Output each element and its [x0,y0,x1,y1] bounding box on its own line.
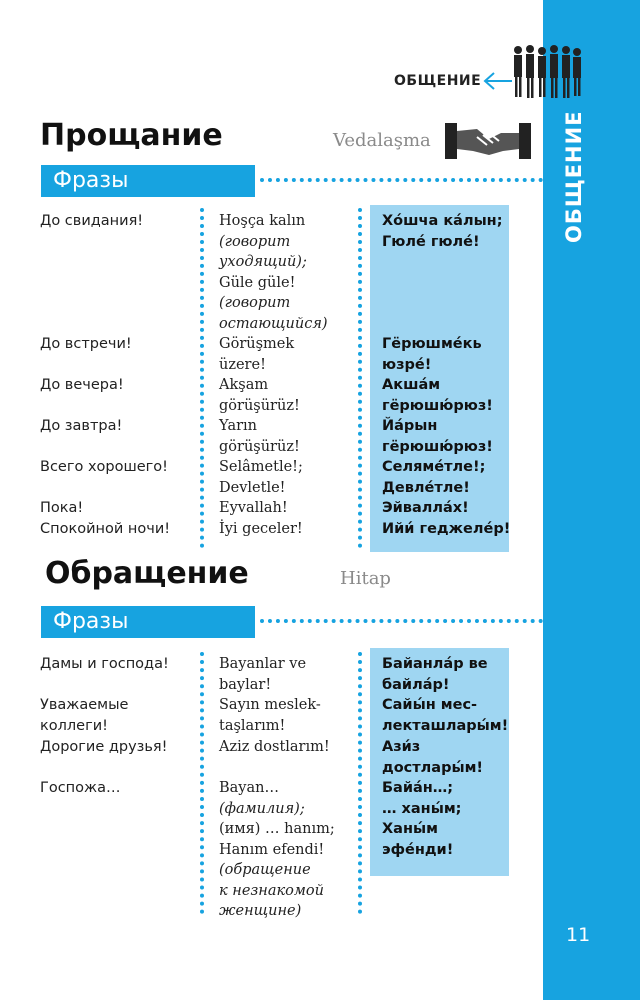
russian-phrase: До вечера! [40,377,124,393]
dotted-divider [260,178,543,182]
page-number: 11 [566,924,591,946]
transcription: Гюлé гюлé! [382,234,480,250]
section-title-address: Обращение [45,556,249,591]
turkish-phrase: Bayanlar ve [219,656,307,672]
turkish-phrase: İyi geceler! [219,521,303,537]
transcription: Акшáм [382,377,441,393]
russian-phrase: Спокойной ночи! [40,521,171,537]
dotted-divider [260,619,543,623]
transcription: гёрюшю́рюз! [382,439,493,455]
dotted-column-divider [358,652,362,914]
turkish-phrase-note: к незнакомой [219,883,324,899]
turkish-phrase: (имя) … hanım; [219,821,335,837]
turkish-phrase-note: (говорит [219,295,291,311]
russian-phrase: коллеги! [40,718,108,734]
section-turkish-farewell: Vedalaşma [333,130,431,151]
turkish-phrase: Devletle! [219,480,286,496]
turkish-phrase: Hanım efendi! [219,842,325,858]
turkish-phrase: görüşürüz! [219,439,300,455]
transcription: … ханы́м; [382,801,462,817]
turkish-phrase-note: остающийся) [219,316,328,332]
turkish-phrase: Selâmetle!; [219,459,303,475]
phrases-label: Фразы [41,606,255,638]
russian-phrase: До завтра! [40,418,123,434]
russian-phrase: До свидания! [40,213,144,229]
russian-phrase: Госпожа… [40,780,121,796]
transcription: Сайы́н мес- [382,697,478,713]
transcription: Гёрюшмéкь [382,336,482,352]
russian-phrase: Всего хорошего! [40,459,168,475]
phrases-label: Фразы [41,165,255,197]
transcription: гёрюшю́рюз! [382,398,493,414]
turkish-phrase: Akşam [219,377,269,393]
section-title-farewell: Прощание [40,118,223,153]
transcription: Байáн…; [382,780,454,796]
turkish-phrase: Güle güle! [219,275,296,291]
turkish-phrase: Hoşça kalın [219,213,306,229]
turkish-phrase: görüşürüz! [219,398,300,414]
turkish-phrase-note: уходящий); [219,254,307,270]
transcription: Девлéтле! [382,480,470,496]
transcription: достлары́м! [382,760,484,776]
transcription: Йáрын [382,418,438,434]
transcription: Ийи́ геджелéр! [382,521,511,537]
russian-phrase: Дорогие друзья! [40,739,168,755]
transcription: Хóшча кáлын; [382,213,503,229]
dotted-column-divider [358,208,362,548]
section-header-label: ОБЩЕНИЕ [394,73,482,89]
people-group-icon [510,44,584,102]
turkish-phrase-note: (фамилия); [219,801,305,817]
russian-phrase: Дамы и господа! [40,656,169,672]
dotted-column-divider [200,208,204,548]
dotted-column-divider [200,652,204,914]
transcription: эфéнди! [382,842,454,858]
turkish-phrase: Yarın [219,418,257,434]
turkish-phrase-note: (говорит [219,234,291,250]
transcription: Селямéтле!; [382,459,486,475]
turkish-phrase: Aziz dostlarım! [219,739,330,755]
transcription: байлáр! [382,677,450,693]
turkish-phrase: taşlarım! [219,718,286,734]
turkish-phrase-note: женщине) [219,903,302,919]
turkish-phrase: Bayan… [219,780,279,796]
transcription: Ази́з [382,739,421,755]
sidebar [543,0,640,1000]
transcription: юзрé! [382,357,432,373]
turkish-phrase: Görüşmek [219,336,295,352]
transcription: Ханы́м [382,821,438,837]
russian-phrase: До встречи! [40,336,132,352]
russian-phrase: Пока! [40,500,84,516]
turkish-phrase: baylar! [219,677,272,693]
transcription: лекташлары́м! [382,718,509,734]
turkish-phrase: Eyvallah! [219,500,288,516]
turkish-phrase: Sayın meslek- [219,697,321,713]
turkish-phrase: üzere! [219,357,266,373]
section-turkish-address: Hitap [340,568,391,589]
transcription: Байанлáр ве [382,656,488,672]
sidebar-label: ОБЩЕНИЕ [562,110,586,243]
russian-phrase: Уважаемые [40,697,129,713]
turkish-phrase-note: (обращение [219,862,311,878]
transcription: Эйваллáх! [382,500,469,516]
handshake-icon [443,119,533,163]
